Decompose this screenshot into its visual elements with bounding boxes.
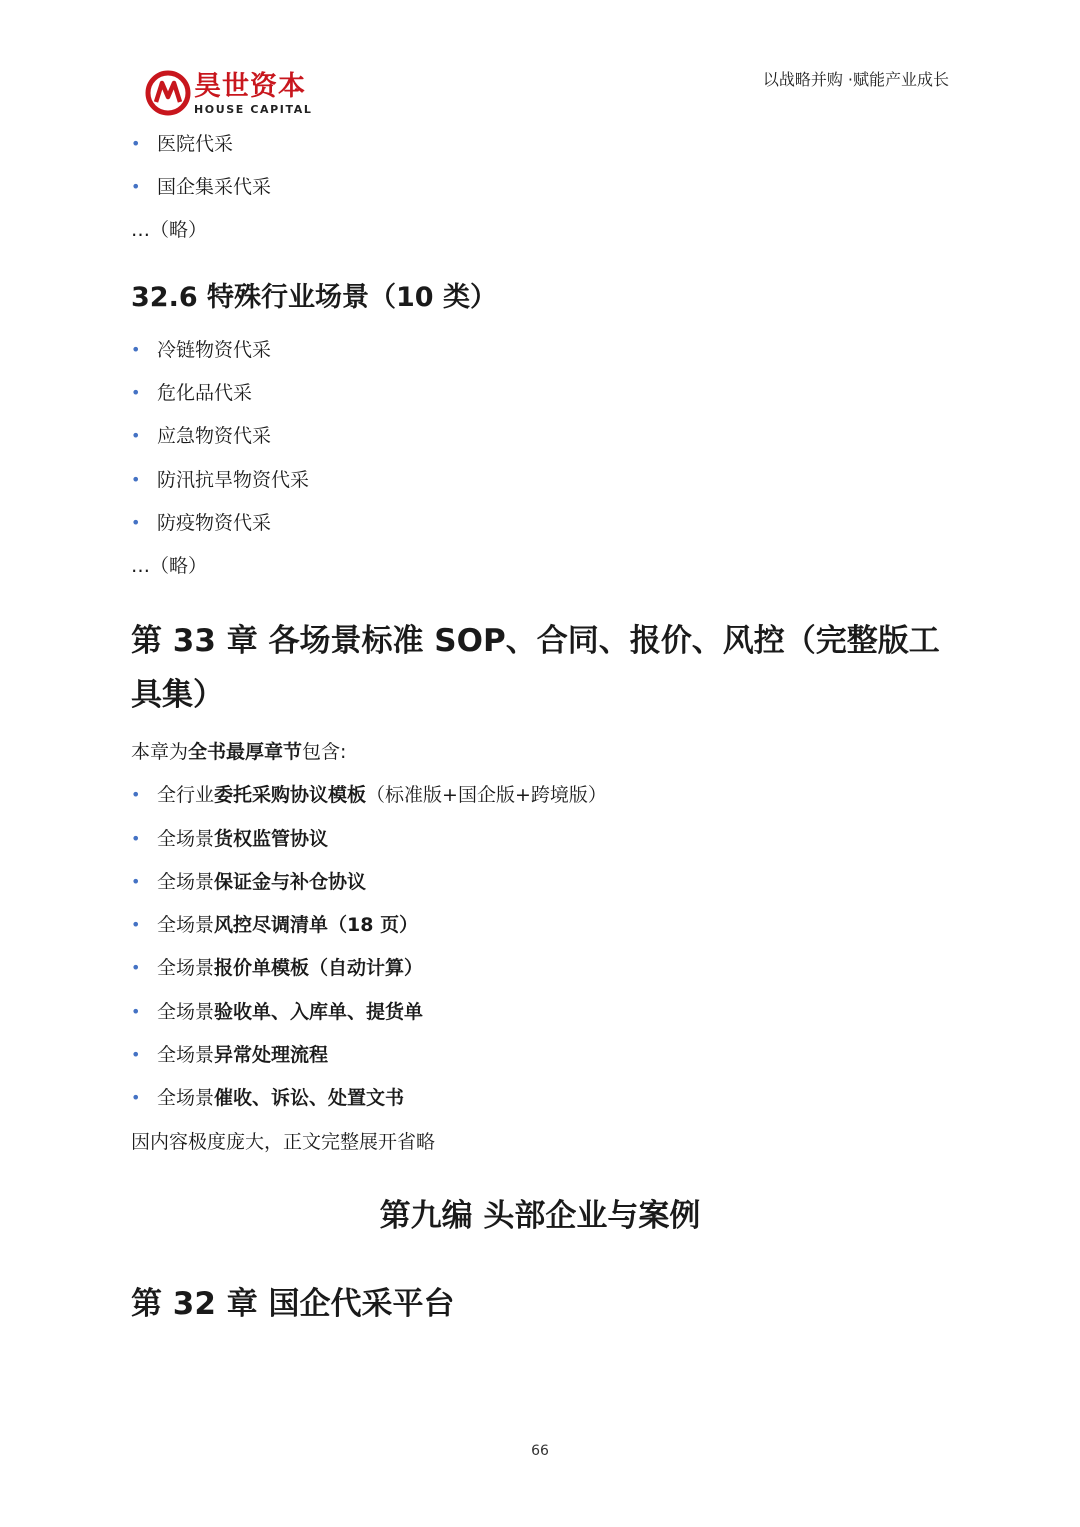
list-item-text: 全场景货权监管协议 bbox=[157, 828, 329, 850]
list-item-text: 全场景报价单模板（自动计算） bbox=[157, 957, 424, 979]
bullet-icon: • bbox=[131, 383, 141, 402]
list-item-text: 全场景催收、诉讼、处置文书 bbox=[157, 1087, 405, 1109]
page-number: 66 bbox=[531, 1443, 549, 1459]
list-item-text: 防汛抗旱物资代采 bbox=[157, 469, 310, 491]
header-slogan: 以战略并购 ·赋能产业成长 bbox=[762, 70, 949, 89]
list-item-text: 全场景风控尽调清单（18 页） bbox=[157, 914, 419, 936]
intro-text: 包含: bbox=[302, 741, 347, 763]
ellipsis-note: …（略） bbox=[131, 219, 208, 241]
bullet-icon: • bbox=[131, 470, 141, 489]
page-header bbox=[0, 0, 1080, 130]
bullet-icon: • bbox=[131, 872, 141, 891]
list-item-text: 应急物资代采 bbox=[157, 425, 272, 447]
list-item-text: 全行业委托采购协议模板（标准版+国企版+跨境版） bbox=[157, 784, 607, 806]
bullet-icon: • bbox=[131, 513, 141, 532]
intro-emphasis: 全书最厚章节 bbox=[188, 741, 303, 763]
bullet-icon: • bbox=[131, 1045, 141, 1064]
chapter-note: 因内容极度庞大，正文完整展开省略 bbox=[131, 1131, 436, 1153]
bullet-icon: • bbox=[131, 1088, 141, 1107]
list-item-text: 全场景验收单、入库单、提货单 bbox=[157, 1001, 424, 1023]
bullet-icon: • bbox=[131, 829, 141, 848]
list-item-text: 防疫物资代采 bbox=[157, 512, 272, 534]
intro-text: 本章为 bbox=[131, 741, 189, 763]
list-item-text: 冷链物资代采 bbox=[157, 339, 272, 361]
bullet-icon: • bbox=[131, 785, 141, 804]
list-item-text: 全场景异常处理流程 bbox=[157, 1044, 329, 1066]
chapter-intro bbox=[131, 739, 346, 765]
bullet-icon: • bbox=[131, 340, 141, 359]
logo-mark-icon bbox=[145, 70, 191, 116]
list-item-text: 全场景保证金与补仓协议 bbox=[157, 871, 367, 893]
bullet-icon: • bbox=[131, 1002, 141, 1021]
ellipsis-note: …（略） bbox=[131, 555, 208, 577]
list-item-text: 国企集采代采 bbox=[157, 176, 272, 198]
section-heading: 32.6 特殊行业场景（10 类） bbox=[131, 282, 497, 313]
list-item-text: 危化品代采 bbox=[157, 382, 253, 404]
logo-english-name: HOUSE CAPITAL bbox=[194, 103, 313, 116]
bullet-icon: • bbox=[131, 915, 141, 934]
bullet-icon: • bbox=[131, 426, 141, 445]
bullet-icon: • bbox=[131, 958, 141, 977]
chapter-heading: 第 33 章 各场景标准 SOP、合同、报价、风控（完整版工具集） bbox=[131, 623, 940, 713]
company-logo bbox=[145, 70, 315, 120]
part-heading: 第九编 头部企业与案例 bbox=[379, 1198, 701, 1234]
list-item-text: 医院代采 bbox=[157, 133, 234, 155]
bullet-icon: • bbox=[131, 134, 141, 153]
chapter-heading: 第 32 章 国企代采平台 bbox=[131, 1286, 455, 1322]
bullet-icon: • bbox=[131, 177, 141, 196]
logo-chinese-name: 昊世资本 bbox=[194, 71, 306, 102]
